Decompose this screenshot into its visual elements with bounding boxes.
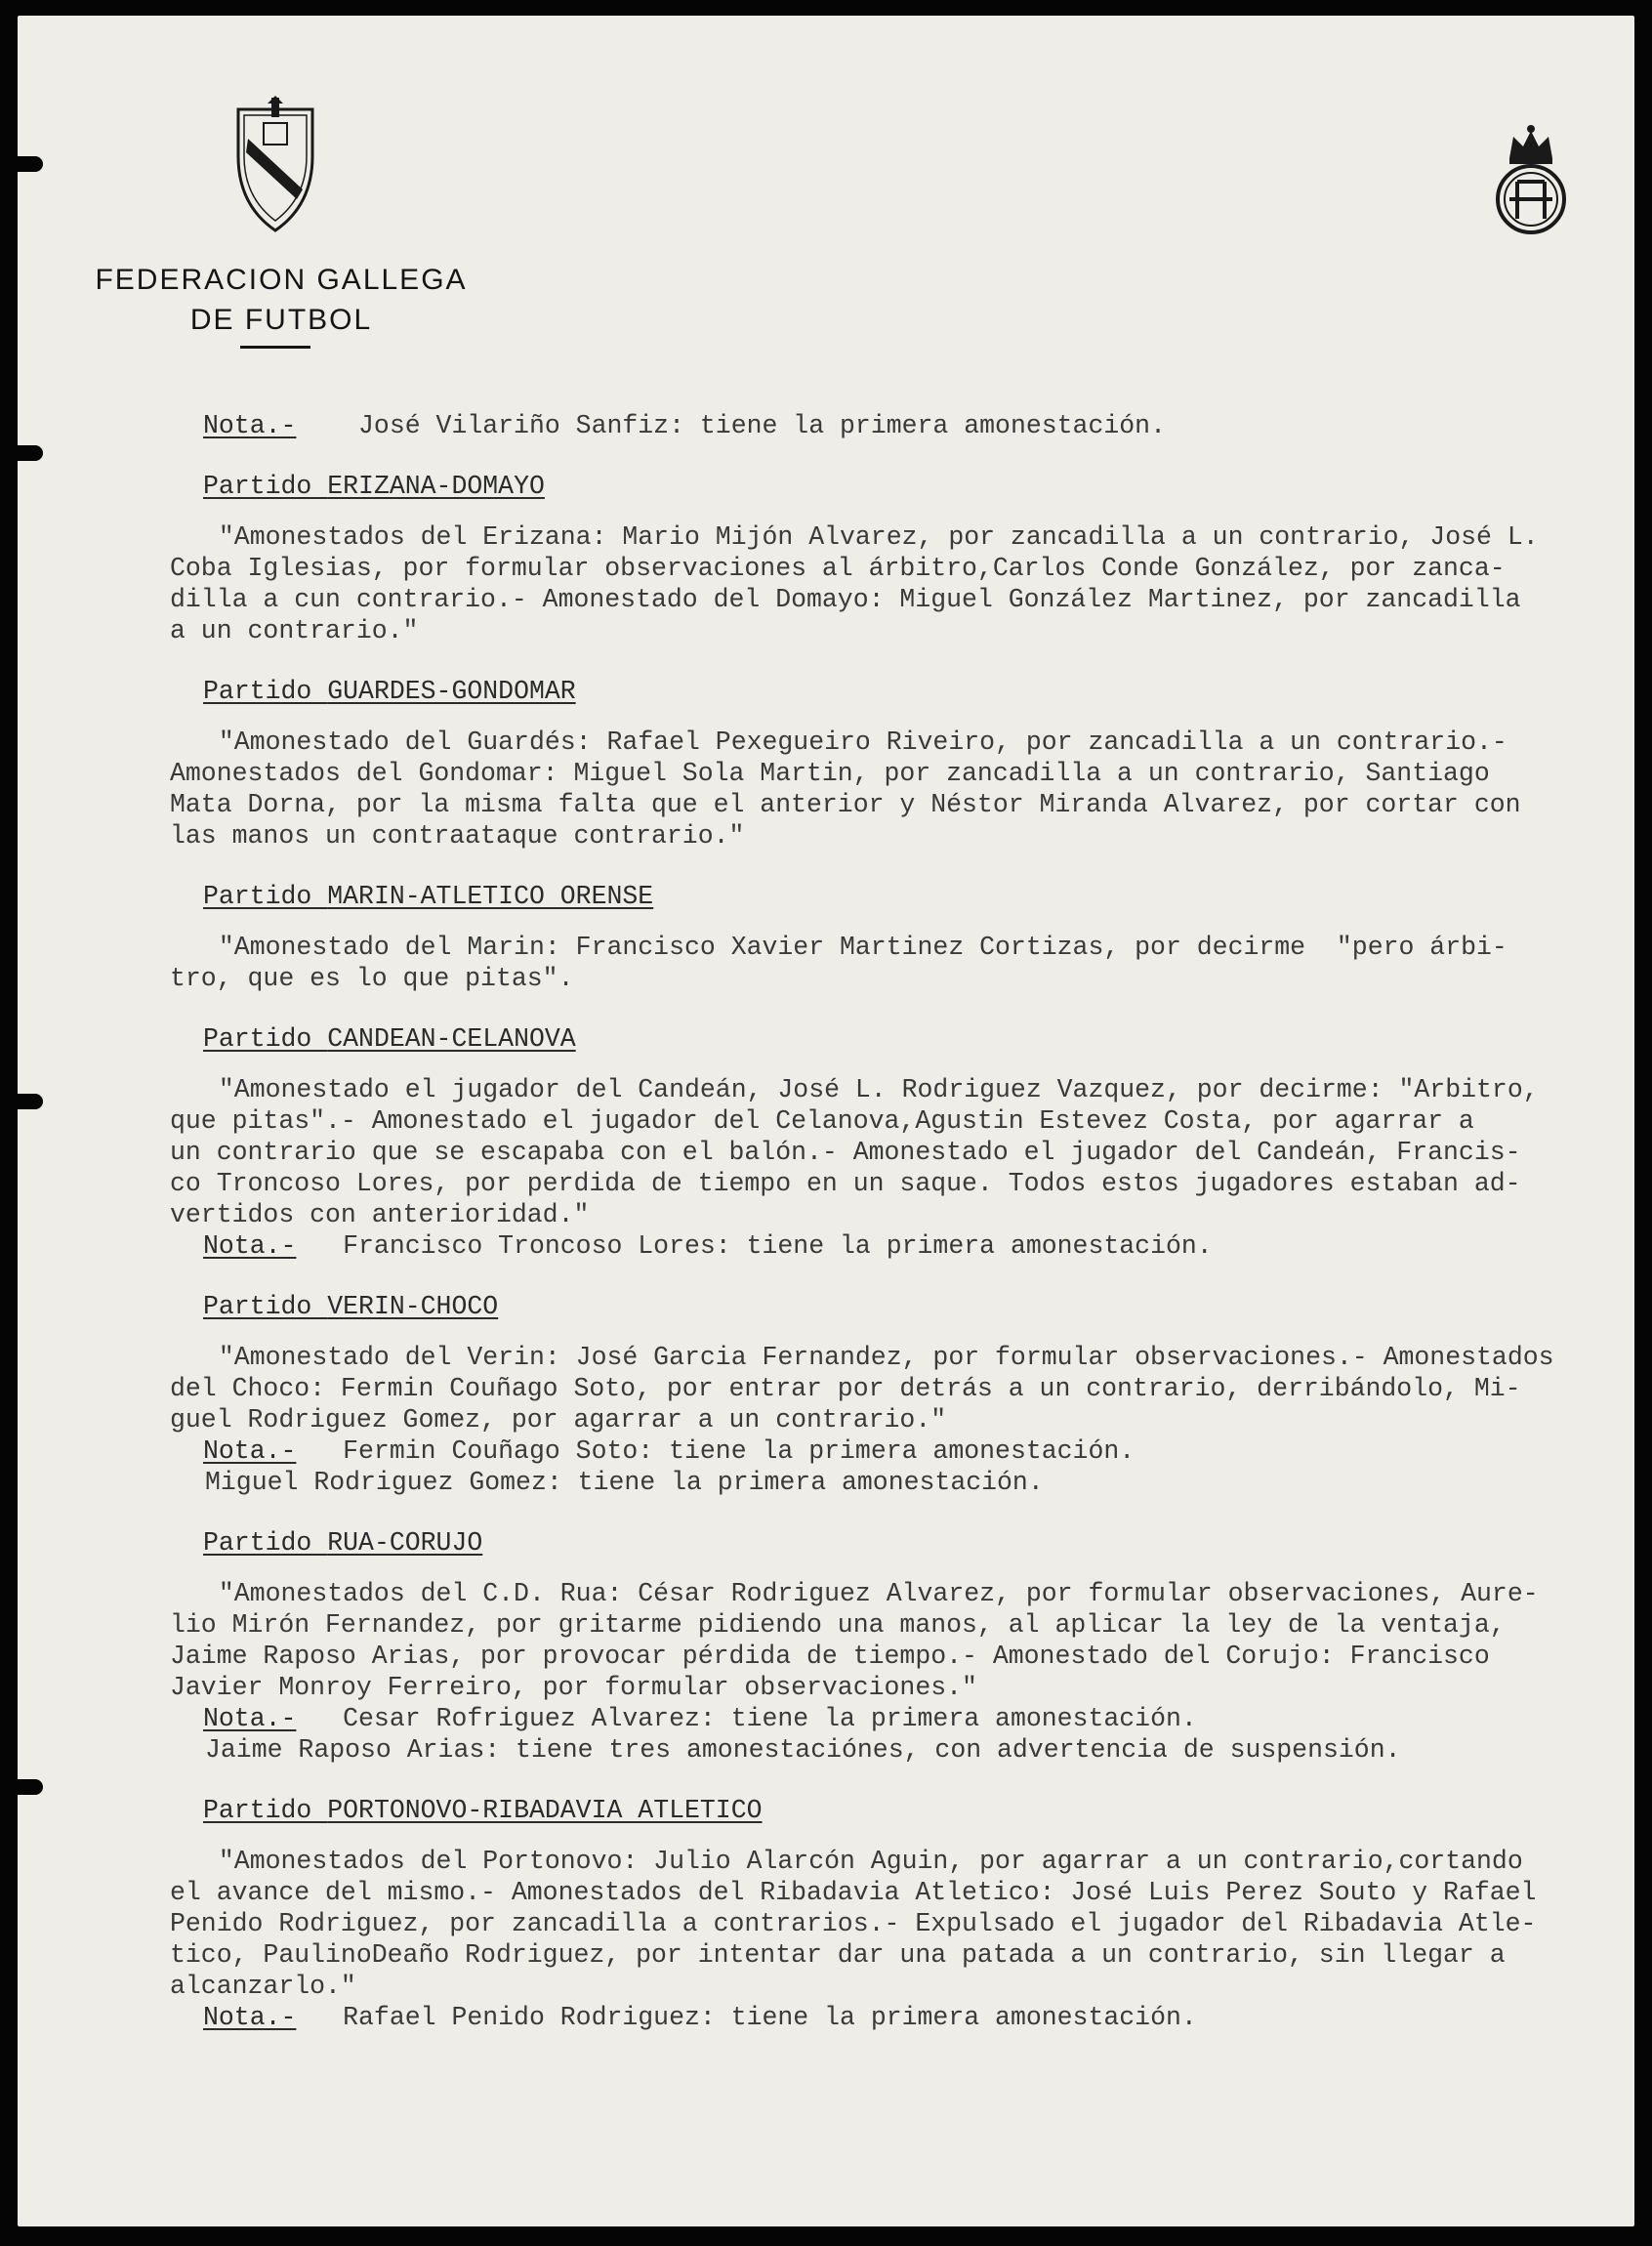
- organization-name-line2: DE FUTBOL: [189, 304, 373, 336]
- report-line: dilla a cun contrario.- Amonestado del Domayo: Miguel González Martinez, por zancadilla: [170, 585, 1521, 614]
- punch-notch: [14, 156, 43, 172]
- note-text: Cesar Rofriguez Alvarez: tiene la primera amonestación.: [296, 1704, 1197, 1733]
- match-heading: [203, 1023, 1629, 1055]
- document-body: [170, 410, 1629, 2062]
- match-heading-text: [203, 1528, 482, 1558]
- organization-name-line1: FEDERACION GALLEGA: [95, 264, 468, 296]
- report-line: que pitas".- Amonestado el jugador del Celanova,Agustin Estevez Costa, por agarrar a: [170, 1106, 1474, 1136]
- nota-label: Nota.-: [203, 2003, 297, 2032]
- nota-label: Nota.-: [203, 1704, 297, 1733]
- crown-emblem-icon: [1490, 121, 1572, 236]
- match-heading-prefix: Partido: [203, 472, 328, 501]
- match-heading: [203, 471, 1629, 502]
- match-heading-teams: PORTONOVO-RIBADAVIA ATLETICO: [327, 1796, 763, 1825]
- report-line: Coba Iglesias, por formular observaciones al árbitro,Carlos Conde González, por zanca-: [170, 554, 1506, 583]
- match-heading-prefix: Partido: [203, 677, 328, 706]
- match-heading-text: [203, 472, 545, 501]
- match-heading-text: [203, 882, 653, 911]
- report-line: "Amonestado del Verin: José Garcia Fernandez, por formular observaciones.- Amonestados: [203, 1343, 1554, 1372]
- shield-crest-icon: [234, 96, 316, 234]
- nota-label: Nota.-: [203, 1231, 297, 1261]
- report-line: Jaime Raposo Arias, por provocar pérdida de tiempo.- Amonestado del Corujo: Francisco: [170, 1642, 1490, 1671]
- letterhead-rule: [240, 346, 310, 349]
- match-heading-prefix: Partido: [203, 1292, 328, 1321]
- note-line: [203, 1467, 1629, 1498]
- match-heading-prefix: Partido: [203, 1528, 328, 1558]
- report-line: "Amonestado del Marin: Francisco Xavier Martinez Cortizas, por decirme "pero árbi-: [203, 933, 1507, 962]
- section-block: [170, 1023, 1629, 1262]
- report-line: guel Rodriguez Gomez, por agarrar a un contrario.": [170, 1405, 947, 1435]
- report-line: Mata Dorna, por la misma falta que el anterior y Néstor Miranda Alvarez, por cortar con: [170, 790, 1521, 819]
- report-line: las manos un contraataque contrario.": [170, 821, 745, 851]
- report-line: "Amonestados del Erizana: Mario Mijón Alvarez, por zancadilla a un contrario, José L.: [203, 522, 1539, 552]
- report-line: Amonestados del Gondomar: Miguel Sola Martin, por zancadilla a un contrario, Santiago: [170, 759, 1490, 788]
- section-block: [170, 1527, 1629, 1766]
- punch-notch: [14, 1094, 43, 1109]
- match-heading-teams: MARIN-ATLETICO ORENSE: [327, 882, 654, 911]
- report-line: vertidos con anterioridad.": [170, 1200, 590, 1229]
- report-line: Penido Rodriguez, por zancadilla a contrarios.- Expulsado el jugador del Ribadavia Atle-: [170, 1909, 1537, 1938]
- report-line: un contrario que se escapaba con el balón.- Amonestado el jugador del Candeán, Francis-: [170, 1138, 1521, 1167]
- nota-line: [203, 410, 1629, 441]
- note-text: Fermin Couñago Soto: tiene la primera amonestación.: [296, 1436, 1136, 1466]
- section-block: [203, 410, 1629, 441]
- report-line: a un contrario.": [170, 616, 419, 645]
- report-line: Javier Monroy Ferreiro, por formular observaciones.": [170, 1673, 977, 1702]
- match-heading: [203, 1527, 1629, 1559]
- match-heading-teams: ERIZANA-DOMAYO: [327, 472, 545, 501]
- organization-name: [86, 260, 476, 340]
- match-heading: [203, 1795, 1629, 1826]
- report-line: "Amonestados del C.D. Rua: César Rodriguez Alvarez, por formular observaciones, Aure-: [203, 1579, 1539, 1608]
- match-heading-teams: VERIN-CHOCO: [327, 1292, 499, 1321]
- section-block: [170, 881, 1629, 994]
- section-block: [170, 676, 1629, 852]
- report-line: lio Mirón Fernandez, por gritarme pidiendo una manos, al aplicar la ley de la ventaja,: [170, 1610, 1506, 1640]
- match-heading: [203, 1291, 1629, 1322]
- match-heading-prefix: Partido: [203, 1024, 328, 1054]
- note-text: Rafael Penido Rodriguez: tiene la primera amonestación.: [296, 2003, 1197, 2032]
- nota-label: Nota.-: [203, 411, 297, 440]
- match-heading-text: [203, 677, 576, 706]
- note-text: Jaime Raposo Arias: tiene tres amonestaciónes, con advertencia de suspensión.: [205, 1735, 1401, 1765]
- match-heading-teams: RUA-CORUJO: [327, 1528, 483, 1558]
- report-line: el avance del mismo.- Amonestados del Ribadavia Atletico: José Luis Perez Souto y Rafael: [170, 1878, 1537, 1907]
- report-line: "Amonestado el jugador del Candeán, José L. Rodriguez Vazquez, por decirme: "Arbitro,: [203, 1075, 1539, 1104]
- note-line: [203, 1435, 1629, 1467]
- report-line: tico, PaulinoDeaño Rodriguez, por intentar dar una patada a un contrario, sin llegar a: [170, 1940, 1506, 1970]
- note-text: Francisco Troncoso Lores: tiene la primera amonestación.: [296, 1231, 1213, 1261]
- match-heading-prefix: Partido: [203, 882, 328, 911]
- note-line: [203, 2002, 1629, 2033]
- match-heading-teams: CANDEAN-CELANOVA: [327, 1024, 576, 1054]
- note-line: [203, 1734, 1629, 1766]
- nota-text: José Vilariño Sanfiz: tiene la primera amonestación.: [296, 411, 1166, 440]
- match-heading: [203, 881, 1629, 912]
- note-text: Miguel Rodriguez Gomez: tiene la primera amonestación.: [205, 1468, 1044, 1497]
- section-block: [170, 1795, 1629, 2033]
- report-line: "Amonestados del Portonovo: Julio Alarcón Aguin, por agarrar a un contrario,cortando: [203, 1847, 1523, 1876]
- report-line: "Amonestado del Guardés: Rafael Pexegueiro Riveiro, por zancadilla a un contrario.-: [203, 728, 1507, 757]
- match-heading-text: [203, 1292, 498, 1321]
- report-line: co Troncoso Lores, por perdida de tiempo en un saque. Todos estos jugadores estaban ad-: [170, 1169, 1521, 1198]
- section-block: [170, 471, 1629, 646]
- punch-notch: [14, 445, 43, 461]
- report-line: alcanzarlo.": [170, 1972, 356, 2001]
- report-line: del Choco: Fermin Couñago Soto, por entrar por detrás a un contrario, derribándolo, Mi-: [170, 1374, 1521, 1403]
- report-line: tro, que es lo que pitas".: [170, 964, 574, 993]
- nota-label: Nota.-: [203, 1436, 297, 1466]
- match-heading-teams: GUARDES-GONDOMAR: [327, 677, 576, 706]
- match-heading-prefix: Partido: [203, 1796, 328, 1825]
- note-line: [203, 1703, 1629, 1734]
- note-line: [203, 1230, 1629, 1262]
- match-heading: [203, 676, 1629, 707]
- punch-notch: [14, 1779, 43, 1795]
- match-heading-text: [203, 1024, 576, 1054]
- section-block: [170, 1291, 1629, 1498]
- match-heading-text: [203, 1796, 763, 1825]
